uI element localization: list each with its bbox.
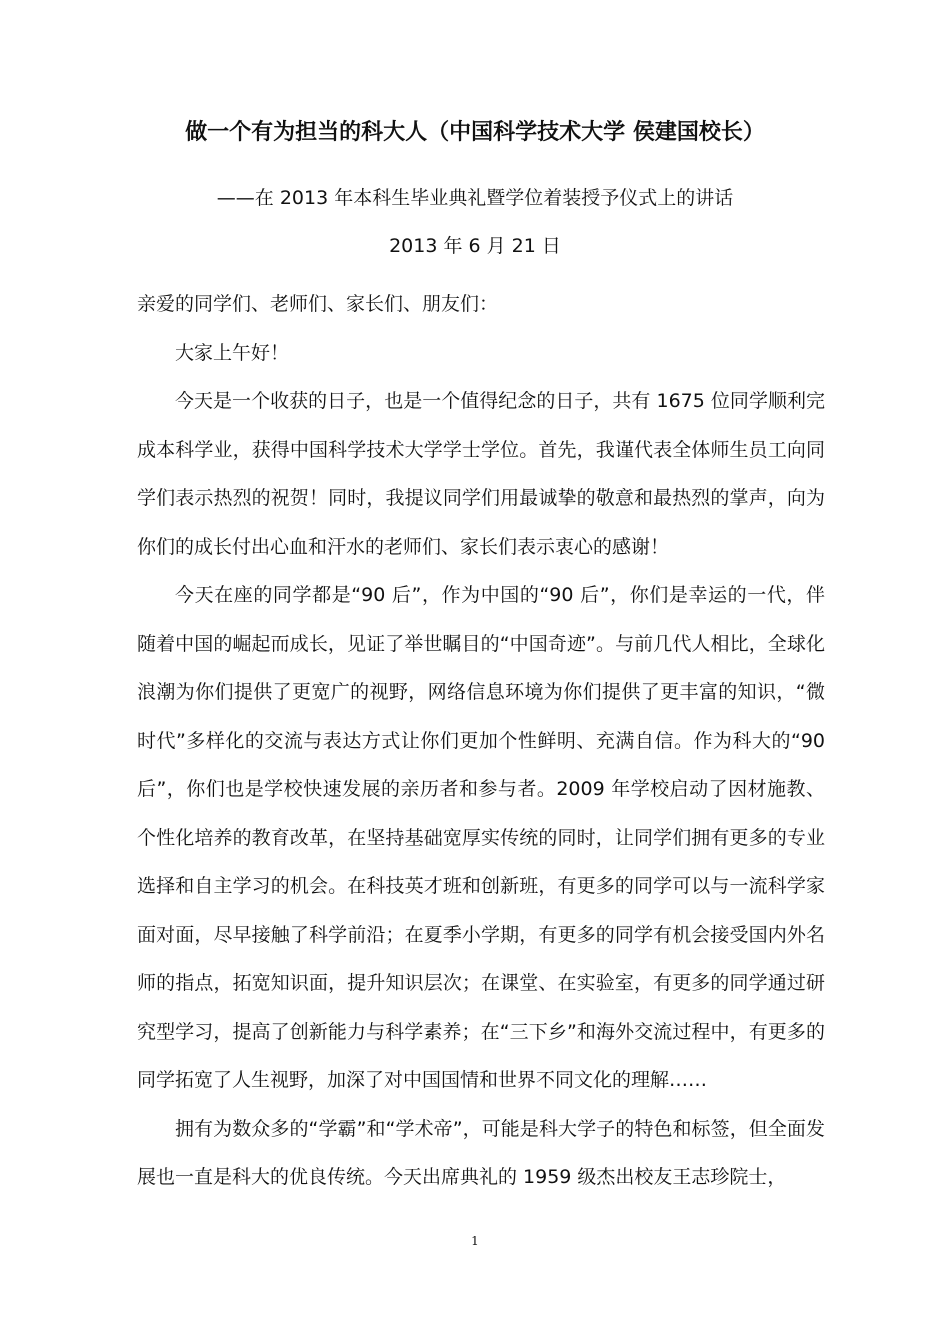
document-title: 做一个有为担当的科大人（中国科学技术大学 侯建国校长） (185, 120, 765, 145)
document-subtitle: ——在 2013 年本科生毕业典礼暨学位着装授予仪式上的讲话 (216, 187, 734, 209)
page-number: 1 (471, 1234, 479, 1248)
salutation: 亲爱的同学们、老师们、家长们、朋友们： (137, 293, 499, 315)
paragraph-all-round-development: 拥有为数众多的“学霸”和“学术帝”，可能是科大学子的特色和标签，但全面发展也一直是科大的优良传统。今天出席典礼的 1959 级杰出校友王志珍院士， (137, 1117, 825, 1188)
paragraph-post-90s: 今天在座的同学都是“90 后”，作为中国的“90 后”，你们是幸运的一代，伴随着中国的崛起而成长，见证了举世瞩目的“中国奇迹”。与前几代人相比，全球化浪潮为你们提供了更宽广的视野，网络信息环境为你们提供了更丰富的知识，“微时代”多样化的交流与表达方式让你们更加个性鲜明、充满自信。作为科大的“90 后”，你们也是学校快速发展的亲历者和参与者。2009 年学校启动了因材施教、个性化培养的教育改革，在坚持基础宽厚实传统的同时，让同学们拥有更多的专业选择和自主学习的机会。在科技英才班和创新班，有更多的同学可以与一流科学家面对面，尽早接触了科学前沿；在夏季小学期，有更多的同学有机会接受国内外名师的指点，拓宽知识面，提升知识层次；在课堂、在实验室，有更多的同学通过研究型学习，提高了创新能力与科学素养；在“三下乡”和海外交流过程中，有更多的同学拓宽了人生视野，加深了对中国国情和世界不同文化的理解…… (137, 584, 825, 1091)
speech-date: 2013 年 6 月 21 日 (389, 235, 561, 257)
speech-body (137, 280, 825, 1202)
paragraph-graduation: 今天是一个收获的日子，也是一个值得纪念的日子，共有 1675 位同学顺利完成本科学业，获得中国科学技术大学学士学位。首先，我谨代表全体师生员工向同学们表示热烈的祝贺！同时，我提议同学们用最诚挚的敬意和最热烈的掌声，向为你们的成长付出心血和汗水的老师们、家长们表示衷心的感谢！ (137, 390, 825, 558)
greeting-paragraph: 大家上午好！ (175, 341, 290, 364)
